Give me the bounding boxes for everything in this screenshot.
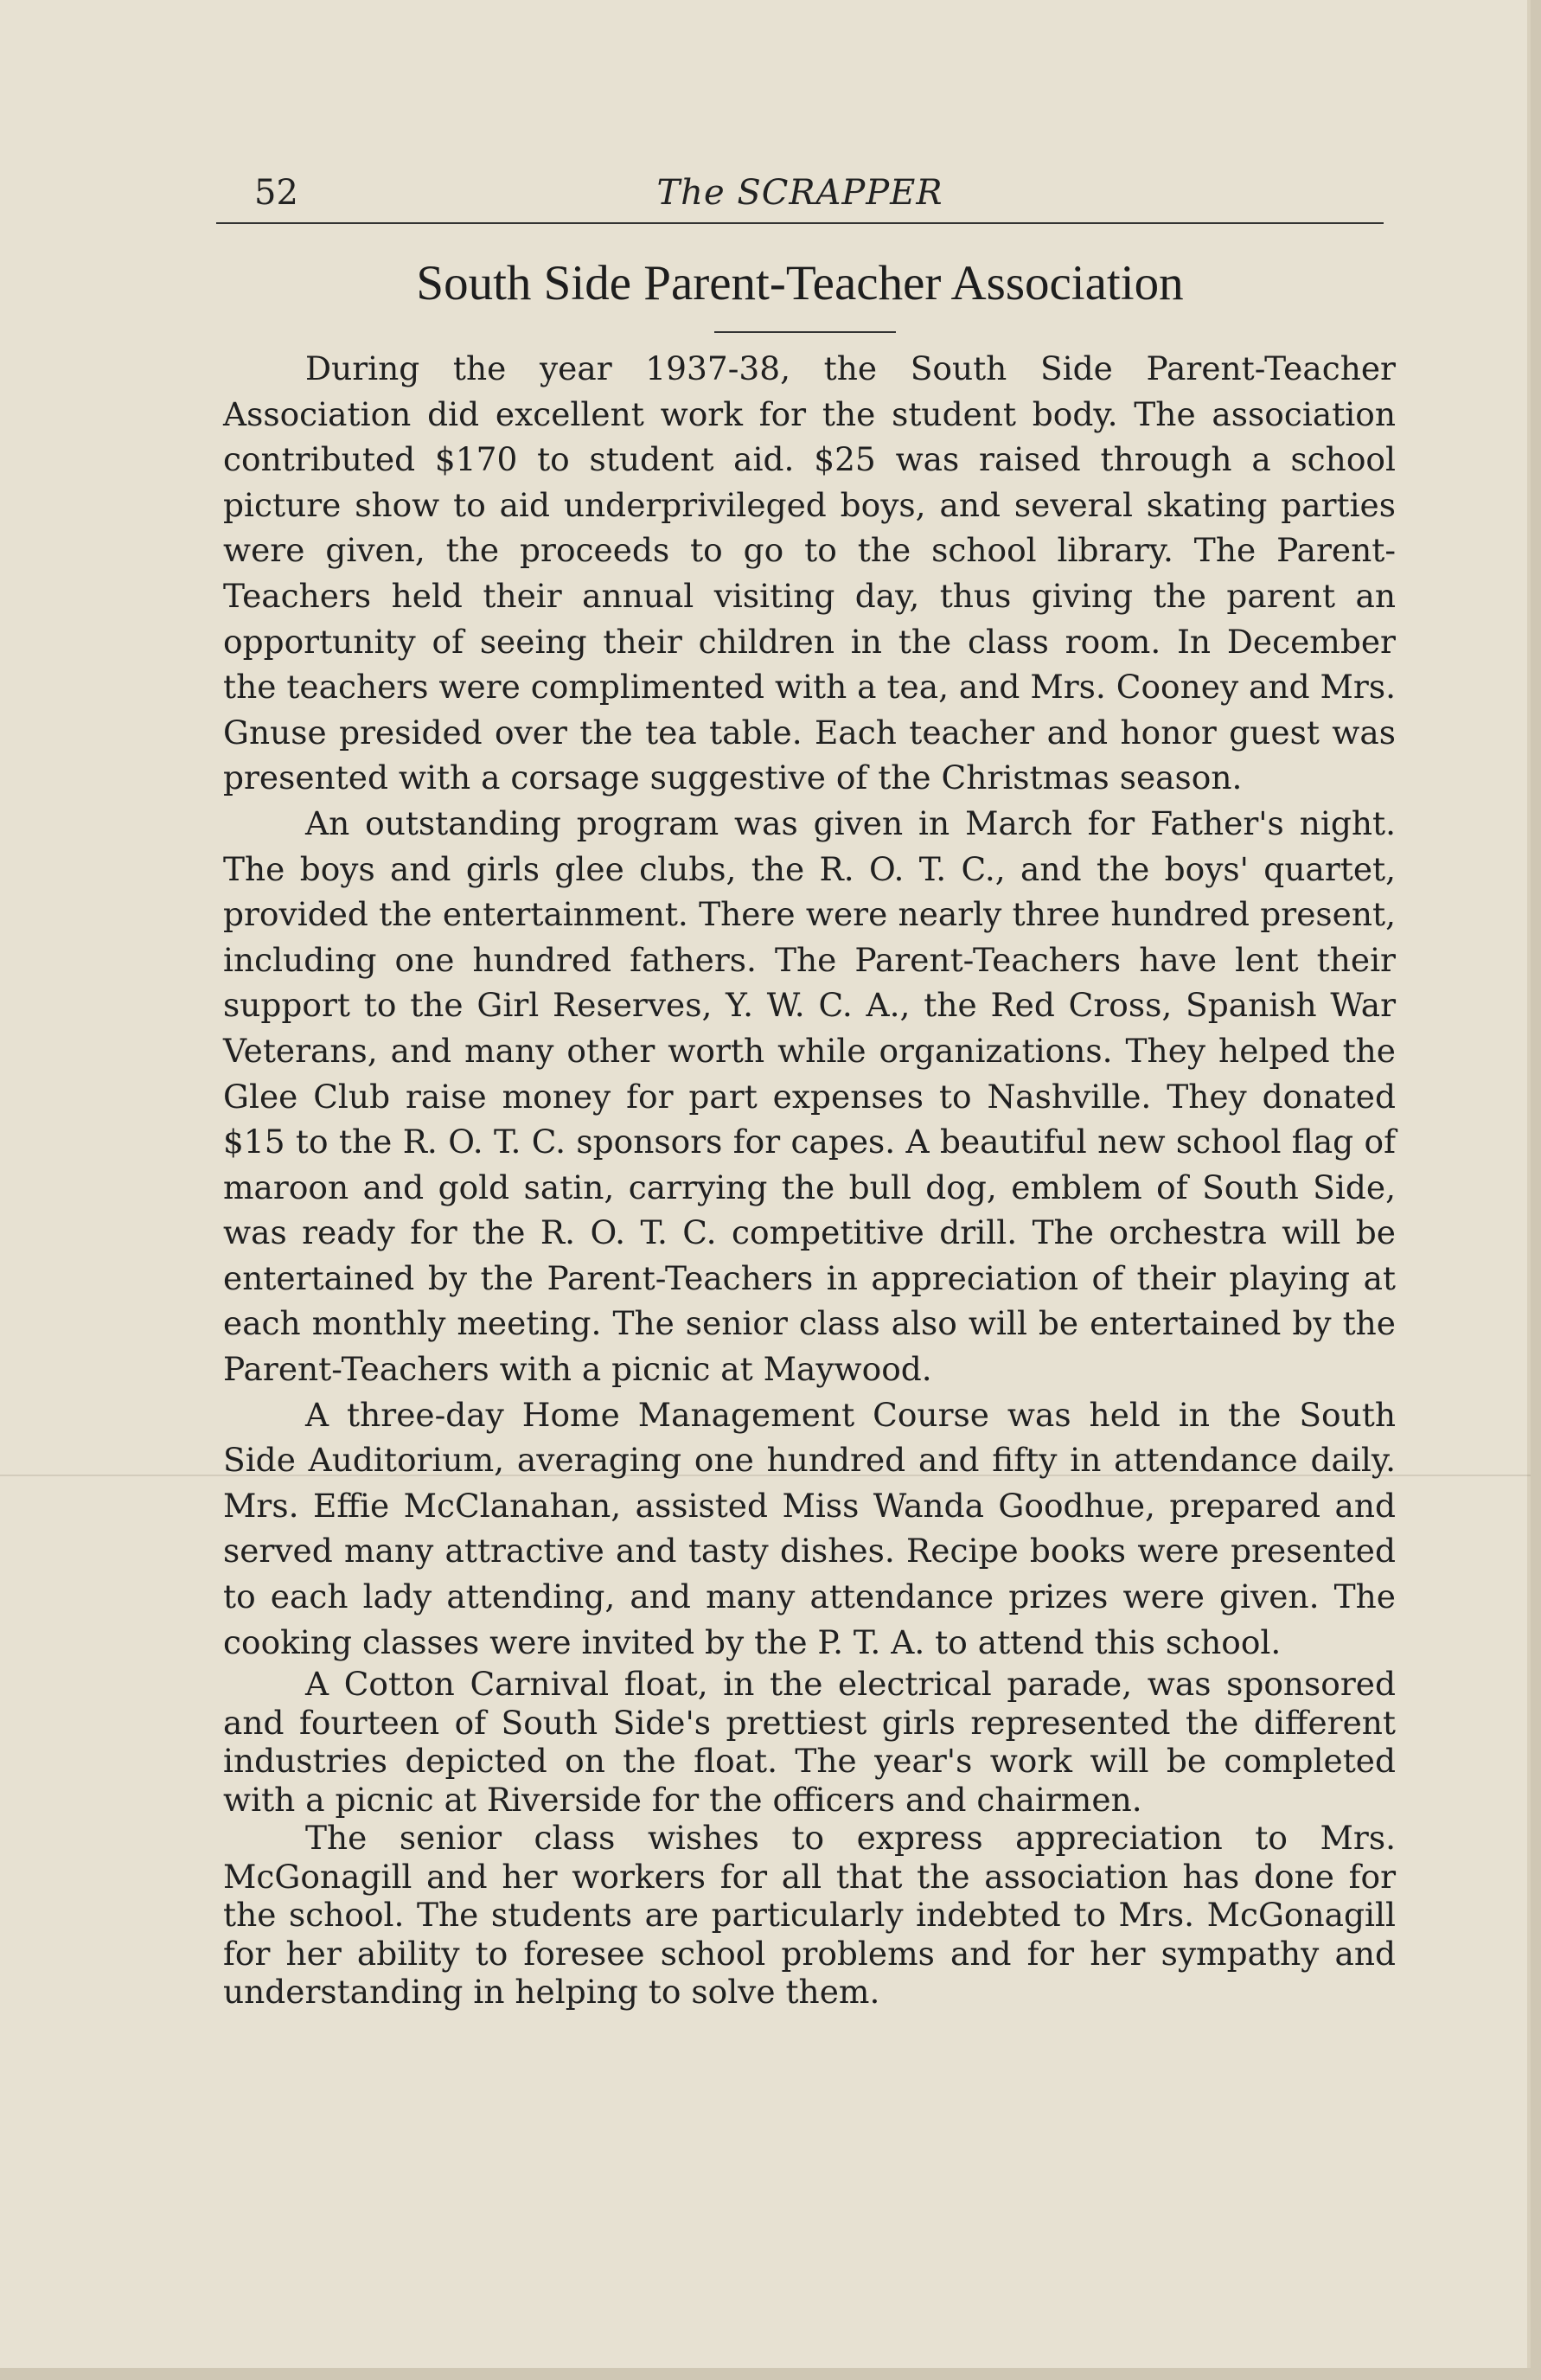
paragraph-4: A Cotton Carnival float, in the electrical parade, was sponsored and fourteen of South Side's prettiest girls represented the different industries depicted on the float. The year's work will be completed with a picnic at Riverside for the officers and chairmen. — [223, 1665, 1396, 1819]
paragraph-5: The senior class wishes to express appreciation to Mrs. McGonagill and her workers for all that the association has done for the school. The students are particularly indebted to Mrs. McGonagill for her ability to foresee school problems and for her sympathy and understanding in helping to solve them. — [223, 1819, 1396, 2012]
article-title: South Side Parent-Teacher Association — [416, 256, 1184, 310]
paragraph-2: An outstanding program was given in March for Father's night. The boys and girls glee clubs, the R. O. T. C., and the boys' quartet, provided the entertainment. There were nearly three hundred present, including one hundred fathers. The Parent-Teachers have lent their support to the Girl Reserves, Y. W. C. A., the Red Cross, Spanish War Veterans, and many other worth while organizations. They helped the Glee Club raise money for part expenses to Nashville. They donated $15 to the R. O. T. C. sponsors for capes. A beautiful new school flag of maroon and gold satin, carrying the bull dog, emblem of South Side, was ready for the R. O. T. C. competitive drill. The orchestra will be entertained by the Parent-Teachers in appreciation of their playing at each monthly meeting. The senior class also will be entertained by the Parent-Teachers with a picnic at Maywood. — [223, 803, 1396, 1389]
page-number: 52 — [254, 173, 298, 213]
paragraph-1: During the year 1937-38, the South Side Parent-Teacher Association did excellent work for the student body. The association contributed $170 to student aid. $25 was raised through a school picture show to aid underprivileged boys, and several skating parties were given, the proceeds to go to the school library. The Parent-Teachers held their annual visiting day, thus giving the parent an opportunity of seeing their children in the class room. In December the teachers were complimented with a tea, and Mrs. Cooney and Mrs. Gnuse presided over the tea table. Each teacher and honor guest was presented with a corsage suggestive of the Christmas season. — [223, 349, 1396, 797]
paragraph-3: A three-day Home Management Course was held in the South Side Auditorium, averaging one hundred and fifty in attendance daily. Mrs. Effie McClanahan, assisted Miss Wanda Goodhue, prepared and served many attractive and tasty dishes. Recipe books were presented to each lady attending, and many attendance prizes were given. The cooking classes were invited by the P. T. A. to attend this school. — [223, 1395, 1396, 1661]
article-body — [223, 346, 1396, 2012]
running-title: The SCRAPPER — [656, 173, 943, 213]
header-rule — [216, 222, 1384, 224]
title-rule — [714, 331, 896, 333]
page-header — [216, 173, 1384, 225]
